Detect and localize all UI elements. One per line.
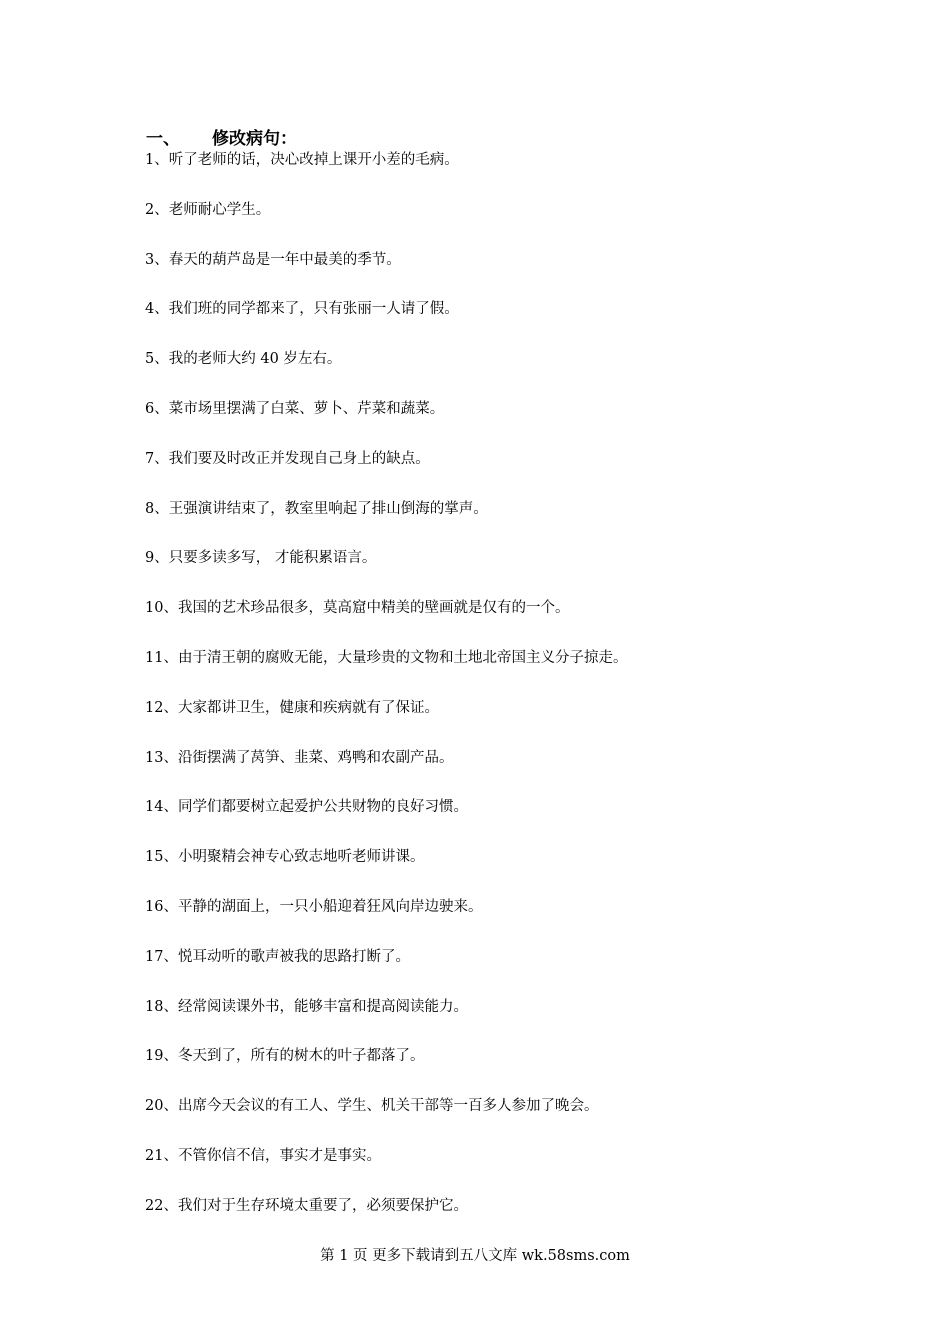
- item-number: 11、: [145, 649, 178, 666]
- item-number: 4、: [145, 301, 169, 318]
- item-text: 我们对于生存环境太重要了，必须要保护它。: [177, 1197, 468, 1214]
- item-text: 悦耳动听的歌声被我的思路打断了。: [177, 948, 410, 965]
- item-text: 听了老师的话，决心改掉上课开小差的毛病。: [168, 152, 459, 168]
- item-number: 12、: [145, 699, 178, 716]
- list-item: [145, 299, 845, 349]
- item-number: 16、: [145, 898, 178, 915]
- item-text: 由于清王朝的腐败无能，大量珍贵的文物和土地北帝国主义分子掠走。: [177, 649, 628, 666]
- list-item: [145, 200, 845, 250]
- item-number: 2、: [145, 201, 169, 218]
- item-text: 不管你信不信，事实才是事实。: [177, 1147, 381, 1164]
- list-item: [145, 947, 845, 997]
- item-text: 我国的艺术珍品很多，莫高窟中精美的壁画就是仅有的一个。: [177, 600, 570, 617]
- item-number: 8、: [145, 500, 169, 517]
- item-number: 13、: [145, 749, 178, 766]
- item-number: 7、: [145, 450, 169, 467]
- item-number: 10、: [145, 600, 178, 617]
- item-text: 平静的湖面上，一只小船迎着狂风向岸边驶来。: [177, 898, 483, 915]
- list-item: [145, 1046, 845, 1096]
- item-text: 同学们都要树立起爱护公共财物的良好习惯。: [177, 799, 468, 816]
- list-item: [145, 548, 845, 598]
- list-item: [145, 797, 845, 847]
- item-number: 14、: [145, 799, 178, 816]
- item-number: 9、: [145, 550, 169, 567]
- item-number: 20、: [145, 1098, 178, 1115]
- list-item: [145, 399, 845, 449]
- item-text: 老师耐心学生。: [168, 201, 271, 218]
- list-item: [145, 698, 845, 748]
- item-text: 我们班的同学都来了，只有张丽一人请了假。: [168, 301, 459, 318]
- item-text: 小明聚精会神专心致志地听老师讲课。: [177, 849, 425, 866]
- section-number: 一、: [146, 129, 180, 149]
- list-item: [145, 499, 845, 549]
- item-text: 我们要及时改正并发现自己身上的缺点。: [168, 450, 430, 467]
- item-text: 冬天到了，所有的树木的叶子都落了。: [177, 1048, 425, 1065]
- list-item: [145, 449, 845, 499]
- item-text: 菜市场里摆满了白菜、萝卜、芹菜和蔬菜。: [168, 400, 445, 417]
- list-item: [145, 997, 845, 1047]
- list-item: [145, 1146, 845, 1196]
- section-heading: [146, 124, 297, 149]
- item-text: 春天的葫芦岛是一年中最美的季节。: [168, 251, 401, 268]
- list-item: [145, 598, 845, 648]
- item-text: 经常阅读课外书，能够丰富和提高阅读能力。: [177, 998, 468, 1015]
- item-text: 我的老师大约 40 岁左右。: [168, 351, 342, 368]
- item-number: 15、: [145, 849, 178, 866]
- item-text: 大家都讲卫生，健康和疾病就有了保证。: [177, 699, 439, 716]
- item-text: 出席今天会议的有工人、学生、机关干部等一百多人参加了晚会。: [177, 1098, 599, 1115]
- item-number: 22、: [145, 1197, 178, 1214]
- section-title: 修改病句：: [212, 129, 297, 149]
- list-item: [145, 349, 845, 399]
- item-number: 18、: [145, 998, 178, 1015]
- item-number: 1、: [145, 152, 169, 168]
- item-text: 王强演讲结束了，教室里响起了排山倒海的掌声。: [168, 500, 488, 517]
- list-item: [145, 250, 845, 300]
- item-number: 3、: [145, 251, 169, 268]
- item-text: 只要多读多写， 才能积累语言。: [168, 550, 377, 567]
- item-number: 5、: [145, 351, 169, 368]
- item-number: 6、: [145, 400, 169, 417]
- item-text: 沿街摆满了莴笋、韭菜、鸡鸭和农副产品。: [177, 749, 454, 766]
- sentence-list: [145, 150, 845, 1246]
- page-footer: 第 1 页 更多下载请到五八文库 wk.58sms.com: [320, 1248, 630, 1264]
- list-item: [145, 897, 845, 947]
- list-item: [145, 748, 845, 798]
- item-number: 21、: [145, 1147, 178, 1164]
- list-item: [145, 648, 845, 698]
- item-number: 19、: [145, 1048, 178, 1065]
- list-item: [145, 1096, 845, 1146]
- list-item: [145, 150, 845, 200]
- item-number: 17、: [145, 948, 178, 965]
- list-item: [145, 1196, 845, 1246]
- list-item: [145, 847, 845, 897]
